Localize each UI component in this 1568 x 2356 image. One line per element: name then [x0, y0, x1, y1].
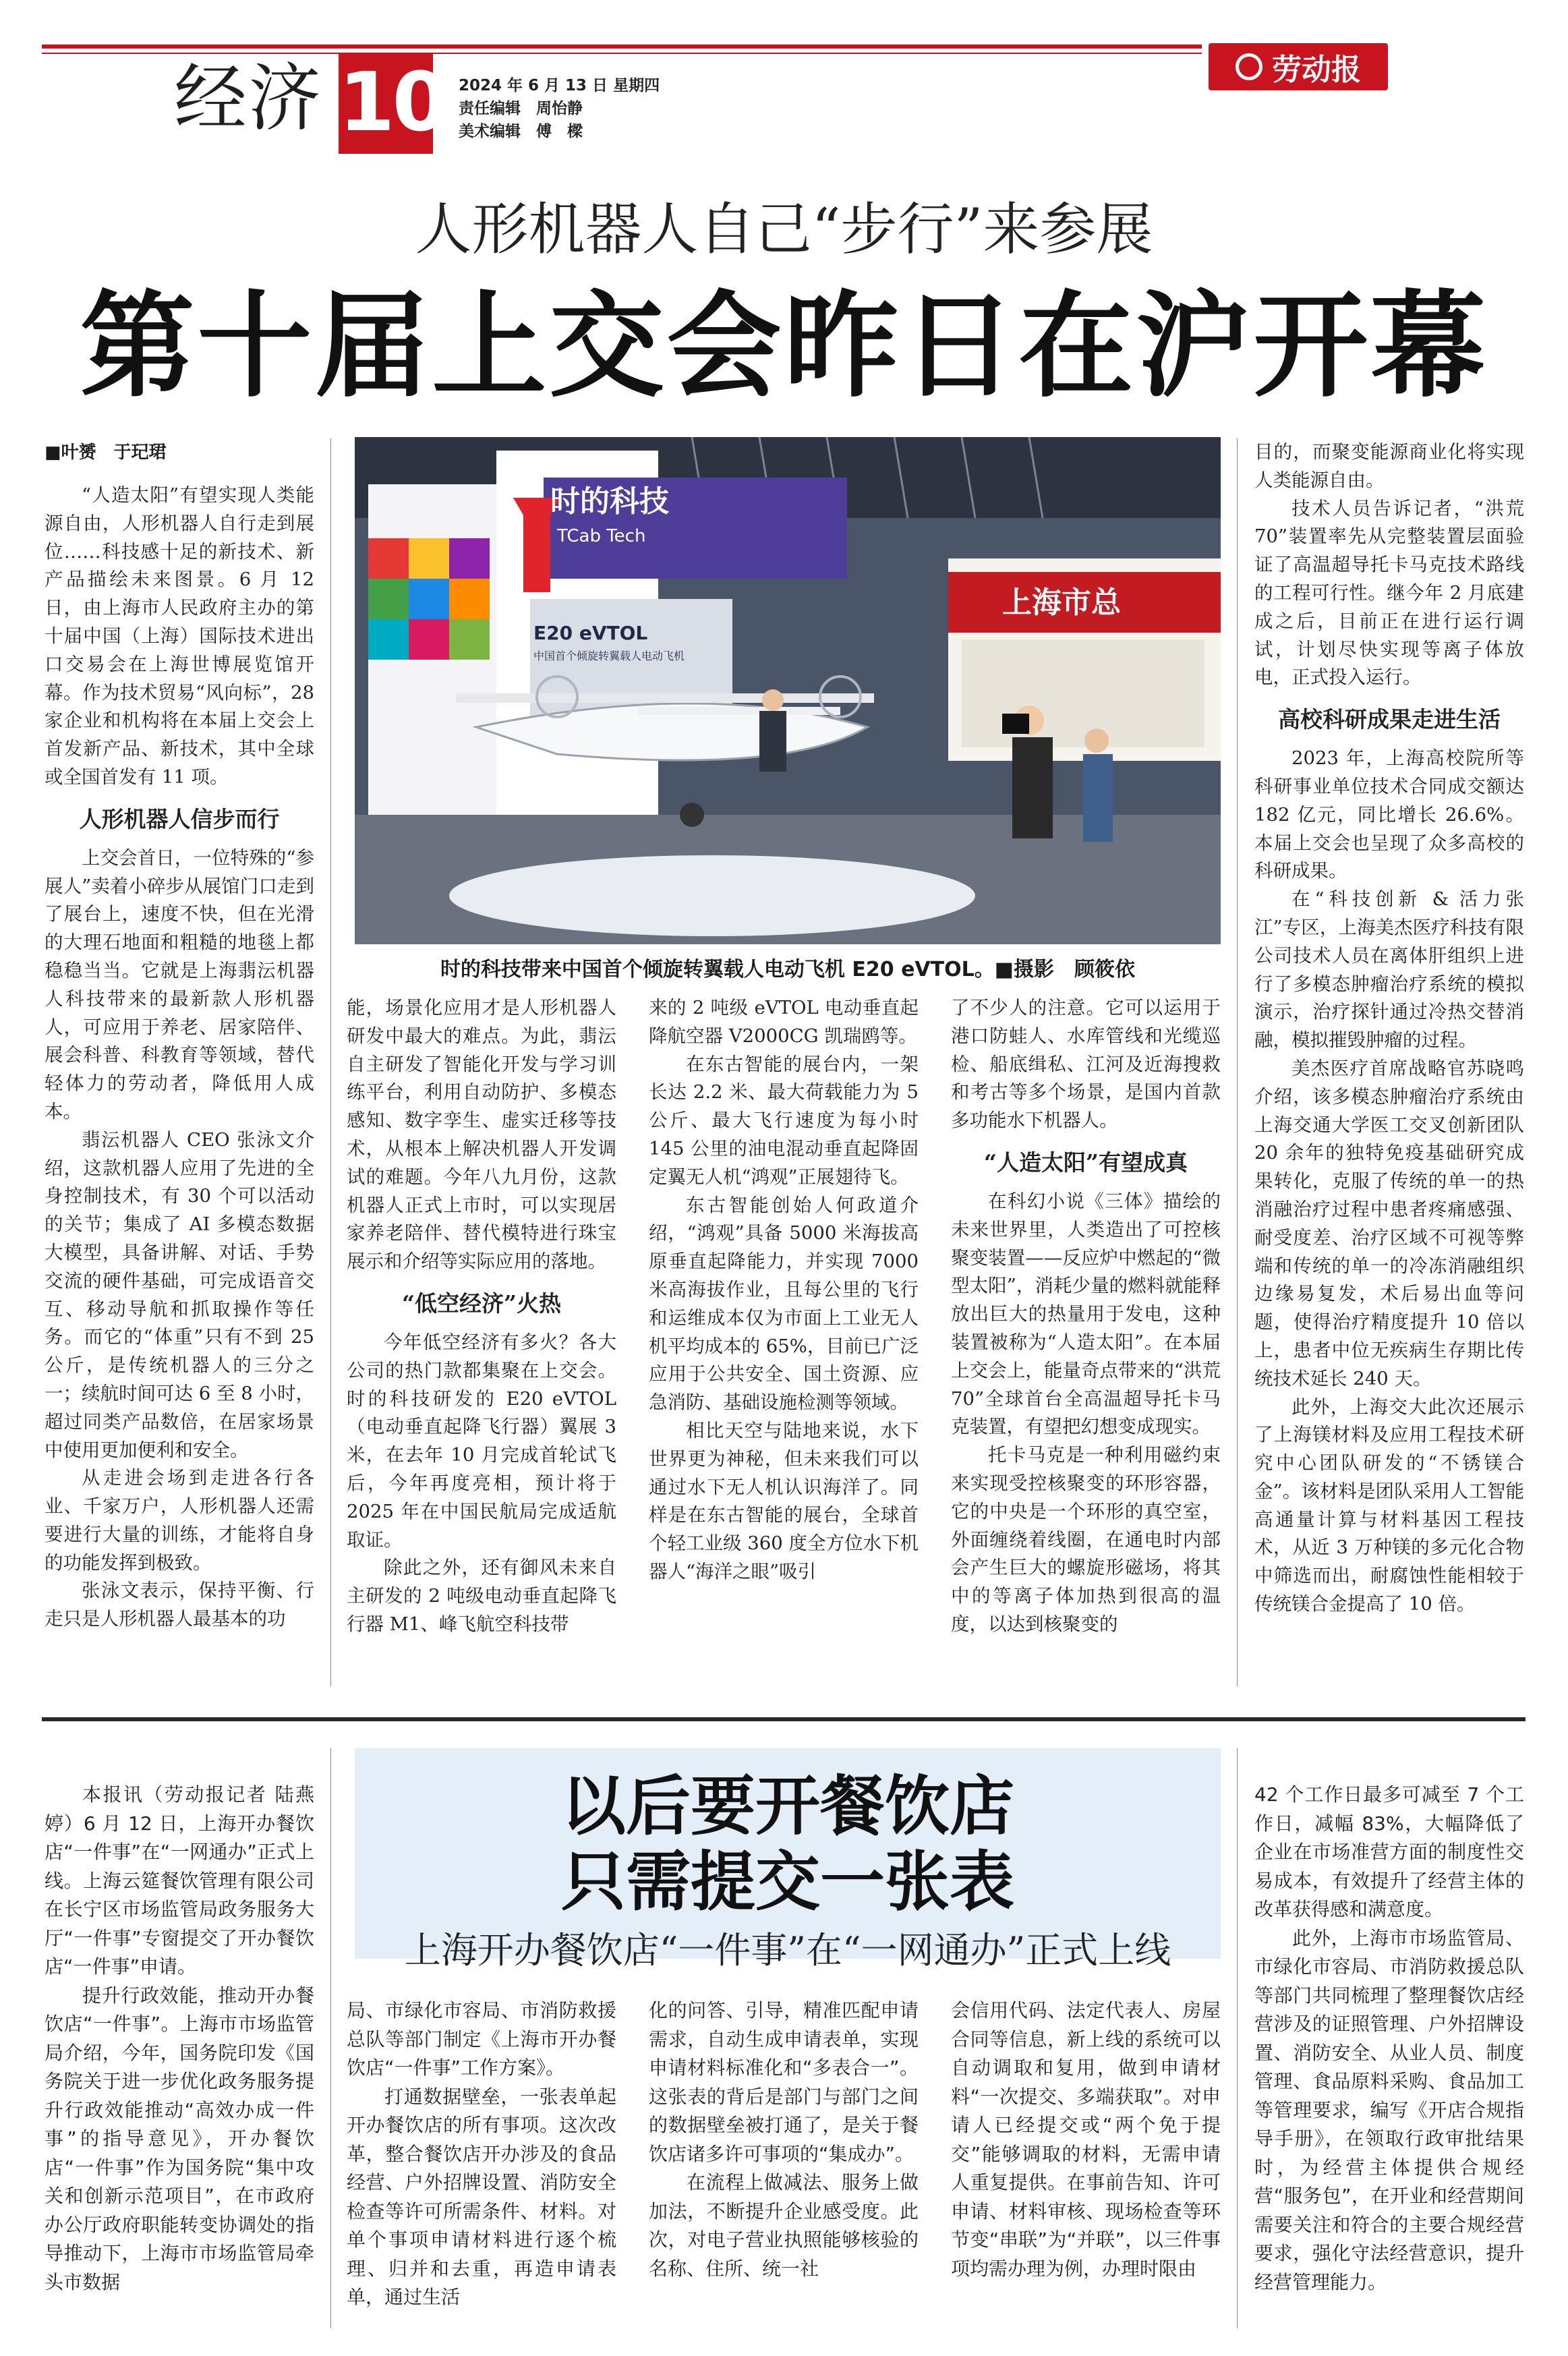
top-story-title: 第十届上交会昨日在沪开幕 — [80, 279, 1488, 413]
column-rule — [1237, 438, 1238, 1686]
top-col-1 — [45, 482, 314, 1634]
paragraph: 托卡马克是一种利用磁约束来实现受控核聚变的环形容器，它的中央是一个环形的真空室，外面缠绕着线圈，在通电时内部会产生巨大的螺旋形磁场，将其中的等离子体加热到很高的温度，以达到核聚变的 — [951, 1444, 1221, 1635]
bottom-col-4 — [951, 1996, 1221, 2283]
photo-illustration — [355, 437, 1221, 944]
paragraph: 提升行政效能，推动开办餐饮店“一件事”。上海市市场监管局介绍，今年，国务院印发《国务院关于进一步优化政务服务提升行政效能推动“高效办成一件事”的指导意见》，开办餐饮店“一件事”作为国务院“集中攻关和创新示范项目”，在市政府办公厅政府职能转变协调处的指导推动下，上海市市场监管局牵头市数据 — [45, 1984, 314, 2293]
editor-line: 责任编辑 周怡静 — [459, 100, 583, 117]
paragraph: 此外，上海交大此次还展示了上海镁材料及应用工程技术研究中心团队研发的“不锈镁合金”。该材料是团队采用人工智能高通量计算与材料基因工程技术，从近 3 万种镁的多元化合物中筛选而出，耐腐蚀性能相较于传统镁合金提高了 10 倍。 — [1254, 1396, 1524, 1615]
photo-sign-brand: 时的科技 — [550, 484, 669, 519]
logo-mark-icon — [1236, 53, 1262, 80]
column-rule — [1237, 1748, 1238, 2328]
paragraph: 目的，而聚变能源商业化将实现人类能源自由。 — [1254, 441, 1524, 491]
top-col-3 — [649, 994, 919, 1586]
art-editor-line: 美术编辑 傅 樑 — [459, 123, 583, 140]
subheading-humanoid: 人形机器人信步而行 — [79, 805, 280, 832]
issue-meta — [459, 74, 660, 143]
photo-sign-brand-en: TCab Tech — [557, 526, 646, 546]
paragraph: 本报讯（劳动报记者 陆燕婷）6 月 12 日，上海开办餐饮店“一件事”在“一网通办”正式上线。上海云筵餐饮管理有限公司在长宁区市场监管局政务服务大厅“一件事”专窗提交了开办餐饮店“一件事”申请。 — [45, 1783, 314, 1978]
bottom-col-3 — [649, 1996, 919, 2283]
paragraph: 从走进会场到走进各行各业、千家万户，人形机器人还需要进行大量的训练，才能将自身的功能发挥到极致。 — [45, 1467, 314, 1574]
story-separator — [42, 1717, 1526, 1721]
top-col-5 — [1254, 438, 1524, 1619]
paragraph: 相比天空与陆地来说，水下世界更为神秘，但未来我们可以通过水下无人机认识海洋了。同样是在东古智能的展台，全球首个轻工业级 360 度全方位水下机器人“海洋之眼”吸引 — [649, 1419, 919, 1582]
paragraph: 此外，上海市市场监管局、市绿化市容局、市消防救援总队等部门共同梳理了整理餐饮店经营涉及的证照管理、户外招牌设置、消防安全、从业人员、制度管理、食品原料采购、食品加工等管理要求，编写《开店合规指导手册》，在领取行政审批结果时，为经营主体提供合规经营“服务包”，在开业和经营期间需要关注和符合的主要合规经营要求，强化守法经营意识，提升经营管理能力。 — [1254, 1926, 1524, 2293]
newspaper-logo — [1209, 43, 1388, 90]
column-rule — [330, 1748, 331, 2328]
subheading-low-altitude: “低空经济”火热 — [402, 1290, 561, 1317]
bottom-story-subtitle: 上海开办餐饮店“一件事”在“一网通办”正式上线 — [404, 1929, 1171, 1972]
page-number: 10 — [339, 53, 433, 154]
paragraph: 除此之外，还有御风未来自主研发的 2 吨级电动垂直起降飞行器 M1、峰飞航空科技带 — [347, 1557, 616, 1635]
paragraph: 了不少人的注意。它可以运用于港口防蛙人、水库管线和光缆巡检、船底缉私、江河及近海搜救和考古等多个场景，是国内首款多功能水下机器人。 — [951, 997, 1221, 1132]
bottom-col-1 — [45, 1781, 314, 2297]
top-col-2 — [347, 994, 616, 1639]
paragraph: 在东古智能的展台内，一架长达 2.2 米、最大荷载能力为 5 公斤、最大飞行速度为每小时 145 公里的油电混动垂直起降固定翼无人机“鸿观”正展翅待飞。 — [649, 1053, 919, 1188]
paragraph: 能，场景化应用才是人形机器人研发中最大的难点。为此，翡沄自主研发了智能化开发与学习训练平台，利用自动防护、多模态感知、数字孪生、虚实迁移等技术，从根本上解决机器人开发调试的难题。今年八九月份，这款机器人正式上市时，可以实现居家养老陪伴、替代模特进行珠宝展示和介绍等实际应用的落地。 — [347, 997, 616, 1273]
paragraph: 技术人员告诉记者，“洪荒 70”装置率先从完整装置层面验证了高温超导托卡马克技术路线的工程可行性。继今年 2 月底建成之后，目前正在进行运行调试，计划尽快实现等离子体放电，正式投入运行。 — [1254, 497, 1524, 689]
paragraph: 打通数据壁垒，一张表单起开办餐饮店的所有事项。这次改革，整合餐饮店开办涉及的食品经营、户外招牌设置、消防安全检查等许可所需条件、材料。对单个事项申请材料进行逐个梳理、归并和去重，再造申请表单，通过生活 — [347, 2085, 616, 2308]
paragraph: 上交会首日，一位特殊的“参展人”卖着小碎步从展馆门口走到了展台上，速度不快，但在光滑的大理石地面和粗糙的地毯上都稳稳当当。它就是上海翡沄机器人科技带来的最新款人形机器人，可应用于养老、居家陪伴、展会科普、科教育等领域，替代轻体力的劳动者，降低用人成本。 — [45, 846, 314, 1122]
photo-caption: 时的科技带来中国首个倾旋转翼载人电动飞机 E20 eVTOL。■摄影 顾筱依 — [440, 958, 1136, 981]
top-story-subtitle: 人形机器人自己“步行”来参展 — [415, 196, 1153, 262]
photo-sign-booth: 上海市总 — [1002, 585, 1121, 620]
photo-sign-desc: 中国首个倾旋转翼载人电动飞机 — [533, 650, 685, 662]
bottom-story-title-2: 只需提交一张表 — [561, 1843, 1014, 1920]
bottom-col-5 — [1254, 1781, 1524, 2297]
photo-sign-model: E20 eVTOL — [533, 622, 648, 644]
exhibition-photo — [355, 437, 1221, 944]
issue-date: 2024 年 6 月 13 日 星期四 — [459, 77, 660, 94]
top-col-4 — [951, 994, 1221, 1639]
paragraph: 美杰医疗首席战略官苏晓鸣介绍，该多模态肿瘤治疗系统由上海交通大学医工交叉创新团队 20 余年的独特免疫基础研究成果转化，克服了传统的单一的热消融治疗过程中患者疼痛感强、耐受度差、治疗区域不可视等弊端和传统的单一的冷冻消融组织边缘易复发，术后易出血等问题，使得治疗精度提升 10 倍以上，患者中位无疾病生存期比传统技术延长 240 天。 — [1254, 1057, 1524, 1389]
logo-text: 劳动报 — [1272, 53, 1361, 87]
header-rule-thin — [42, 53, 1202, 54]
paragraph: 来的 2 吨级 eVTOL 电动垂直起降航空器 V2000CG 凯瑞鸥等。 — [649, 997, 919, 1047]
paragraph: 东古智能创始人何政道介绍，“鸿观”具备 5000 米海拔高原垂直起降能力，并实现 7000 米高海拔作业，且每公里的飞行和运维成本仅为市面上工业无人机平均成本的 65%，目前已广泛应用于公共安全、国土资源、应急消防、基础设施检测等领域。 — [649, 1194, 919, 1414]
subheading-university: 高校科研成果走进生活 — [1278, 706, 1501, 733]
section-name: 经济 — [174, 57, 323, 141]
column-rule — [330, 438, 331, 1686]
paragraph: 在科幻小说《三体》描绘的未来世界里，人类造出了可控核聚变装置——反应炉中燃起的“微型太阳”，消耗少量的燃料就能释放出巨大的热量用于发电，这种装置被称为“人造太阳”。在本届上交会上，能量奇点带来的“洪荒 70”全球首台全高温超导托卡马克装置，有望把幻想变成现实。 — [951, 1190, 1221, 1438]
paragraph: 在流程上做减法、服务上做加法，不断提升企业感受度。此次，对电子营业执照能够核验的名称、住所、统一社 — [649, 2171, 919, 2280]
paragraph: 化的问答、引导，精准匹配申请需求，自动生成申请表单，实现申请材料标准化和“多表合一”。这张表的背后是部门与部门之间的数据壁垒被打通了，是关于餐饮店诸多许可事项的“集成办”。 — [649, 1999, 919, 2165]
paragraph: “人造太阳”有望实现人类能源自由，人形机器人自行走到展位……科技感十足的新技术、新产品描绘未来图景。6 月 12 日，由上海市人民政府主办的第十届中国（上海）国际技术进出口交易会在上海世博展览馆开幕。作为技术贸易“风向标”，28 家企业和机构将在本届上交会上首发新产品、新技术，其中全球或全国首发有 11 项。 — [45, 484, 314, 788]
bottom-story-title-1: 以后要开餐饮店 — [561, 1768, 1014, 1844]
paragraph: 局、市绿化市容局、市消防救援总队等部门制定《上海市开办餐饮店“一件事”工作方案》。 — [347, 1999, 616, 2079]
paragraph: 翡沄机器人 CEO 张泳文介绍，这款机器人应用了先进的全身控制技术，有 30 个可以活动的关节；集成了 AI 多模态数据大模型，具备讲解、对话、手势交流的硬件基础，可完成语音交互、移动导航和抓取操作等任务。而它的“体重”只有不到 25 公斤，是传统机器人的三分之一；续航时间可达 6 至 8 小时，超过同类产品数倍，在居家场景中使用更加便利和安全。 — [45, 1128, 314, 1461]
paragraph: 今年低空经济有多火？各大公司的热门款都集聚在上交会。时的科技研发的 E20 eVTOL（电动垂直起降飞行器）翼展 3 米，在去年 10 月完成首轮试飞后，今年再度亮相，预计将于 2025 年在中国民航局完成适航取证。 — [347, 1331, 616, 1551]
subheading-artificial-sun: “人造太阳”有望成真 — [984, 1149, 1188, 1176]
top-story-byline: ■叶赟 于玘珺 — [45, 442, 167, 463]
paragraph: 会信用代码、法定代表人、房屋合同等信息，新上线的系统可以自动调取和复用，做到申请材料“一次提交、多端获取”。对申请人已经提交或“两个免于提交”能够调取的材料，无需申请人重复提供。在事前告知、许可申请、材料审核、现场检查等环节变“串联”为“并联”，以三件事项均需办理为例，办理时限由 — [951, 1999, 1221, 2280]
header-rule — [42, 45, 1202, 49]
paragraph: 42 个工作日最多可减至 7 个工作日，减幅 83%，大幅降低了企业在市场准营方面的制度性交易成本，有效提升了经营主体的改革获得感和满意度。 — [1254, 1783, 1524, 1920]
paragraph: 在“科技创新 & 活力张江”专区，上海美杰医疗科技有限公司技术人员在离体肝组织上进行了多模态肿瘤治疗系统的模拟演示，治疗探针通过冷热交替消融，模拟摧毁肿瘤的过程。 — [1254, 888, 1524, 1052]
paragraph: 2023 年，上海高校院所等科研事业单位技术合同成交额达 182 亿元，同比增长 26.6%。本届上交会也呈现了众多高校的科研成果。 — [1254, 747, 1524, 882]
paragraph: 张泳文表示，保持平衡、行走只是人形机器人最基本的功 — [45, 1580, 314, 1630]
bottom-col-2 — [347, 1996, 616, 2312]
